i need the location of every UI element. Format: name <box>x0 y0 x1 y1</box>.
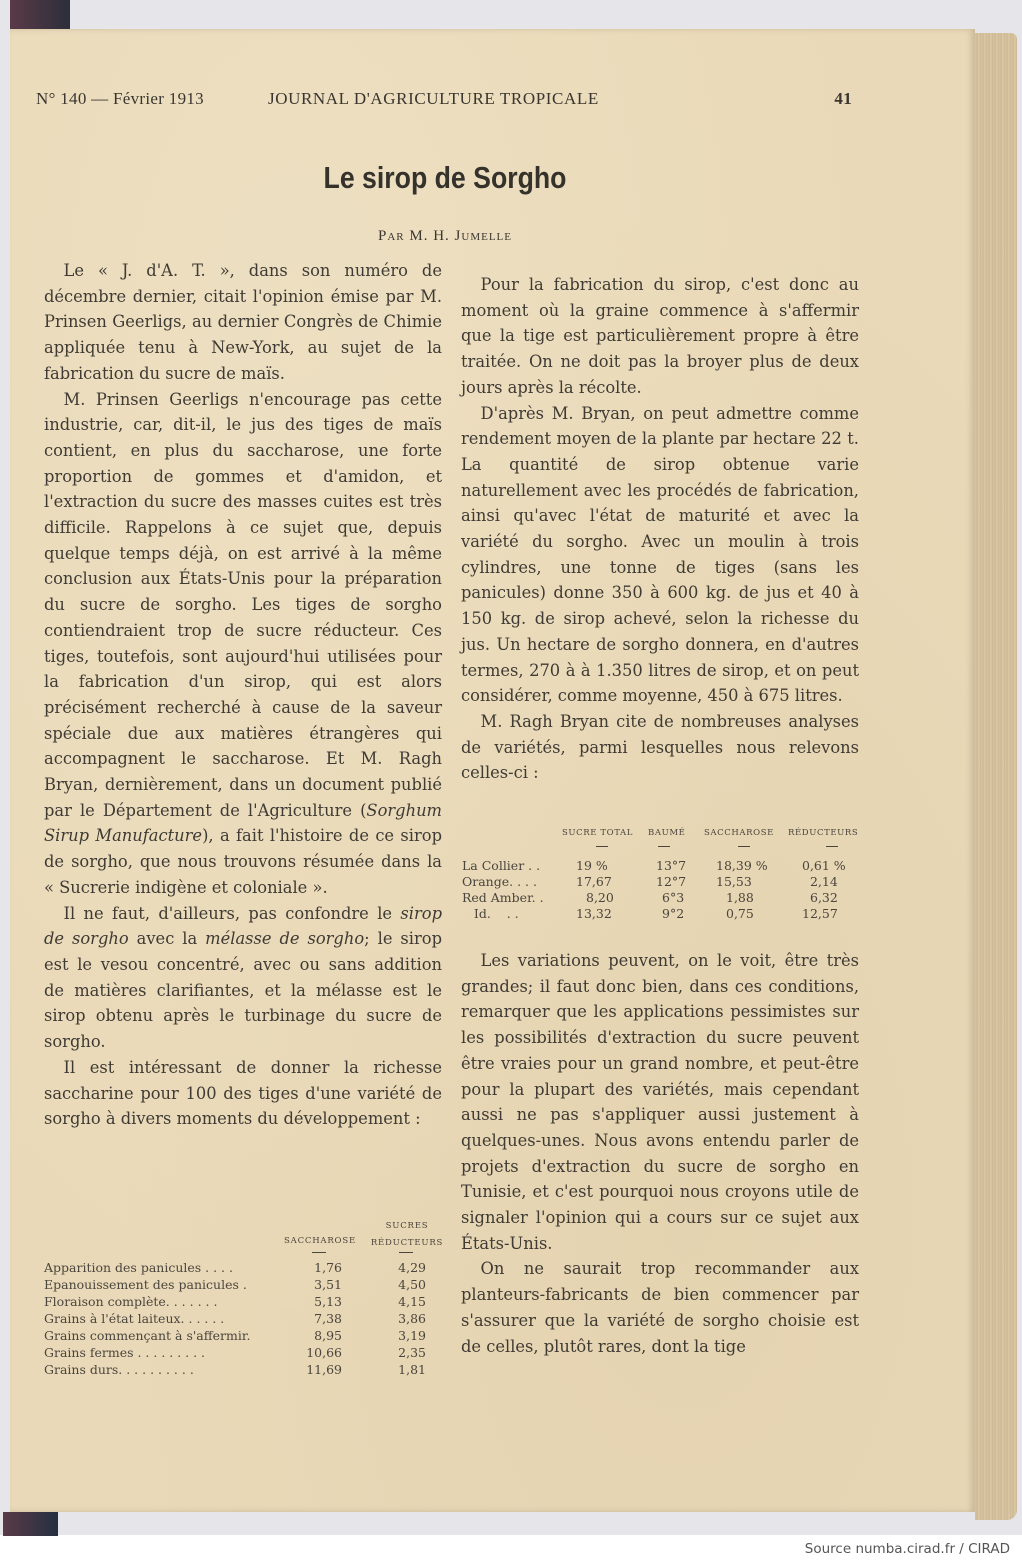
paragraph: Pour la fabrication du sirop, c'est donc au moment où la graine commence à s'affermir que la tige est particulièrement propre à être traitée. On ne doit pas la broyer plus de deux jours après la récolte. <box>461 275 859 397</box>
binding-clip-top <box>10 0 70 30</box>
paragraph: Le « J. d'A. T. », dans son numéro de décembre dernier, citait l'opinion émise par M. Prinsen Geerligs, au dernier Congrès de Chimie appliquée tenu à New-York, au sujet de la fabrication du sucre de maïs. <box>44 261 442 383</box>
column-header: SUCRE TOTAL <box>562 828 634 838</box>
right-column-continued <box>461 948 859 1359</box>
column-header: RÉDUCTEURS <box>788 828 859 838</box>
column-header: SACCHAROSE <box>284 1236 356 1246</box>
paragraph: Il est intéressant de donner la richesse saccharine pour 100 des tiges d'une variété de sorgho à divers moments du développement : <box>44 1057 442 1129</box>
table-row: Grains durs. . . . . . . . . . 11,69 1,81 <box>44 1362 426 1377</box>
page-stack-edge <box>975 33 1017 1520</box>
column-header: BAUMÉ <box>648 828 686 838</box>
source-caption: Source numba.cirad.fr / CIRAD <box>804 1541 1010 1557</box>
paragraph: On ne saurait trop recommander aux planteurs-fabricants de bien commencer par s'assurer que la variété de sorgho choisie est de celles, plutôt rares, dont la tige <box>461 1259 859 1356</box>
table-row: Epanouissement des panicules . 3,51 4,50 <box>44 1277 426 1292</box>
header-rule <box>596 846 608 847</box>
table-row: Grains fermes . . . . . . . . . 10,66 2,35 <box>44 1345 426 1360</box>
journal-title: JOURNAL D'AGRICULTURE TROPICALE <box>268 89 599 108</box>
italic-title: Sorghum Sirup Manufacture <box>44 800 442 846</box>
paragraph: Il ne faut, d'ailleurs, pas confondre le sirop de sorgho avec la mélasse de sorgho; le sirop est le vesou concentré, avec ou sans addition de matières clarifiantes, et la mélasse est le sirop obtenu après le turbinage du sucre de sorgho. <box>44 903 442 1052</box>
paragraph: D'après M. Bryan, on peut admettre comme rendement moyen de la plante par hectare 22 t. La quantité de sirop obtenue varie naturellement avec les procédés de fabrication, ainsi qu'avec l'état de maturité et avec la variété du sorgho. Avec un moulin à trois cylindres, une tonne de tiges (sans les panicules) donne 350 à 600 kg. de jus et 40 à 150 kg. de sirop achevé, selon la richesse du jus. Un hectare de sorgho donnera, en d'autres termes, 270 à à 1.350 litres de sirop, et on peut considérer, comme moyenne, 450 à 675 litres. <box>461 403 859 706</box>
paragraph: M. Ragh Bryan cite de nombreuses analyses de variétés, parmi lesquelles nous relevons celles-ci : <box>461 711 859 783</box>
header-rule <box>738 846 750 847</box>
header-rule <box>312 1252 326 1253</box>
table-header <box>462 828 872 858</box>
column-header: SACCHAROSE <box>704 828 774 838</box>
varieties-table <box>462 828 872 922</box>
issue-label: N° 140 — Février 1913 <box>36 89 204 108</box>
table-row: Grains commençant à s'affermir. 8,95 3,19 <box>44 1328 426 1343</box>
header-rule <box>658 846 670 847</box>
paragraph: M. Prinsen Geerligs n'encourage pas cette industrie, car, dit-il, le jus des tiges de maïs contient, en plus du saccharose, une forte proportion de gommes et d'amidon, et l'extraction du sucre des masses cuites est très difficile. Rappelons à ce sujet que, depuis quelque temps déjà, on est arrivé à la même conclusion aux États-Unis pour la préparation du sucre de sorgho. Les tiges de sorgho contiendraient trop de sucre réducteur. Ces tiges, toutefois, sont aujourd'hui utilisées pour la fabrication d'un sirop, qui est alors précisément recherché à cause de la saveur spéciale due aux matières étrangères qui accompagnent le saccharose. Et M. Ragh Bryan, dernièrement, dans un document publié par le Département de l'Agriculture (Sorghum Sirup Manufacture), a fait l'histoire de ce sirop de sorgho, que nous trouvons résumée dans la « Sucrerie indigène et coloniale ». <box>44 389 442 897</box>
running-header <box>36 89 852 113</box>
table-header <box>44 1218 444 1260</box>
article-byline: Par M. H. Jumelle <box>378 228 512 244</box>
header-rule <box>399 1252 413 1253</box>
table-row: Apparition des panicules . . . . 1,76 4,29 <box>44 1260 426 1275</box>
right-column <box>461 272 859 786</box>
table-row: Id. . . 13,32 9°2 0,75 12,57 <box>462 906 838 921</box>
table-row: Floraison complète. . . . . . . 5,13 4,15 <box>44 1294 426 1309</box>
left-column <box>44 258 442 1132</box>
table-row: Red Amber. . 8,20 6°3 1,88 6,32 <box>462 890 838 905</box>
development-table <box>44 1218 444 1379</box>
column-header: SUCRES RÉDUCTEURS <box>370 1221 444 1248</box>
paragraph: Les variations peuvent, on le voit, être très grandes; il faut donc bien, dans ces conditions, remarquer que les applications pessimistes sur les possibilités d'extraction du sucre peuvent être vraies pour un grand nombre, et peut-être pour la plupart des variétés, mais cependant aussi ne pas s'appliquer aussi justement à quelques-unes. Nous avons entendu parler de projets d'extraction du sucre de sorgho en Tunisie, et c'est pourquoi nous croyons utile de signaler l'opinion qui a cours sur ce sujet aux États-Unis. <box>461 951 859 1253</box>
table-row: Orange. . . . 17,67 12°7 15,53 2,14 <box>462 874 838 889</box>
table-row: La Collier . . 19 % 13°7 18,39 % 0,61 % <box>462 858 846 873</box>
article-title: Le sirop de Sorgho <box>323 160 567 195</box>
page-number: 41 <box>834 89 852 108</box>
header-rule <box>826 846 838 847</box>
binding-clip-bottom <box>3 1512 58 1536</box>
table-row: Grains à l'état laiteux. . . . . . 7,38 3,86 <box>44 1311 426 1326</box>
